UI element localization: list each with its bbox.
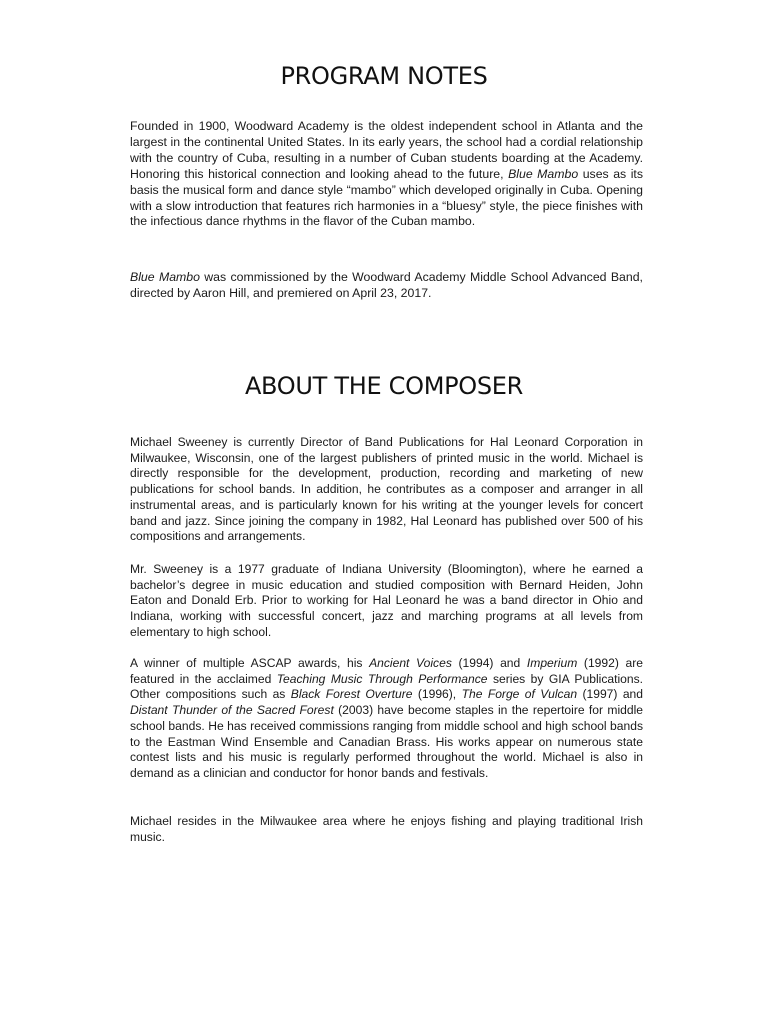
text-run: (1992) are featured in the acclaimed <box>130 656 643 686</box>
text-run: (1996), <box>412 687 462 702</box>
text-run: Founded in 1900, Woodward Academy is the oldest independent school in Atlanta and the largest in the continental United States. In its early years, the school had a cordial relationship with the country of Cuba, resulting in a number of Cuban students boarding at the Academy. Honoring this historical connection and looking ahead to the future, <box>130 119 643 181</box>
piece-title: Blue Mambo <box>508 166 579 181</box>
composer-paragraph-1: Michael Sweeney is currently Director of Band Publications for Hal Leonard Corporation in Milwaukee, Wisconsin, one of the largest publishers of printed music in the world. Michael is directly responsible for the development, production, recording and marketing of new publications for school bands. In addition, he contributes as a composer and arranger in all instrumental areas, and is particularly known for his writing at the younger levels for concert band and jazz. Since joining the company in 1982, Hal Leonard has published over 500 of his compositions and arrangements. <box>130 435 643 544</box>
work-title: Ancient Voices <box>369 656 452 670</box>
series-title: Teaching Music Through Performance <box>276 671 488 686</box>
text-run: series by GIA Publications. Other compositions such as <box>130 671 643 702</box>
about-composer-heading: ABOUT THE COMPOSER <box>244 372 524 400</box>
work-title: Black Forest Overture <box>290 687 413 702</box>
composer-paragraph-4: Michael resides in the Milwaukee area where he enjoys fishing and playing traditional Irish music. <box>130 814 643 844</box>
work-title: Imperium <box>526 656 578 670</box>
work-title: Distant Thunder of the Sacred Forest <box>130 703 334 718</box>
program-notes-paragraph-1 <box>130 119 643 230</box>
text-run: uses as its basis the musical form and dance style “mambo” which developed originally in Cuba. Opening with a slow introduction that features rich harmonies in a “bluesy” style, the piece finishes with the infectious dance rhythms in the flavor of the Cuban mambo. <box>130 166 643 229</box>
composer-paragraph-3 <box>130 656 643 782</box>
composer-paragraph-2: Mr. Sweeney is a 1977 graduate of Indiana University (Bloomington), where he earned a bachelor’s degree in music education and studied composition with Bernard Heiden, John Eaton and Donald Erb. Prior to working for Hal Leonard he was a band director in Ohio and Indiana, working with successful concert, jazz and marching programs at all levels from elementary to high school. <box>130 562 643 639</box>
program-notes-paragraph-2 <box>130 270 643 302</box>
text-run: (1994) and <box>451 656 527 670</box>
text-run: A winner of multiple ASCAP awards, his <box>130 656 370 670</box>
piece-title: Blue Mambo <box>130 270 200 284</box>
text-run: (2003) have become staples in the repertoire for middle school bands. He has received commissions ranging from middle school and high school bands to the Eastman Wind Ensemble and Canadian Brass. His works appear on numerous state contest lists and his music is regularly performed throughout the world. Michael is also in demand as a clinician and conductor for honor bands and festivals. <box>130 703 643 780</box>
text-run: was commissioned by the Woodward Academy Middle School Advanced Band, directed by Aaron Hill, and premiered on April 23, 2017. <box>130 270 643 300</box>
work-title: The Forge of Vulcan <box>461 687 578 702</box>
program-notes-heading: PROGRAM NOTES <box>280 62 488 90</box>
text-run: (1997) and <box>577 687 643 702</box>
